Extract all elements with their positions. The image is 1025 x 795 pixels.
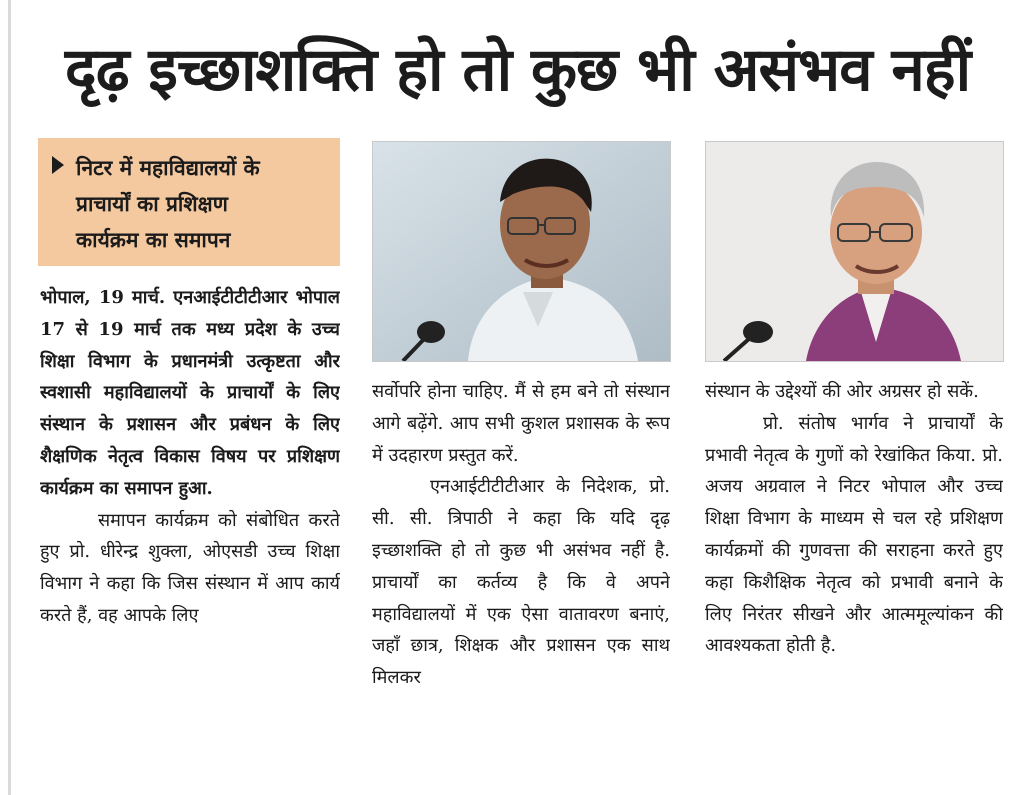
speaker-at-microphone-image <box>373 142 670 361</box>
article-paragraph: एनआईटीटीटीआर के निदेशक, प्रो. सी. सी. त्रिपाठी ने कहा कि यदि दृढ़ इच्छाशक्ति हो तो कुछ भी असंभव नहीं है. प्राचार्यों का कर्तव्य है कि वे अपने महाविद्यालयों में एक ऐसा वातावरण बनाएं, जहाँ छात्र, शिक्षक और प्रशासन एक साथ मिलकर <box>372 476 670 689</box>
speaker-in-purple-jacket-image <box>706 142 1003 361</box>
kicker-box <box>38 138 340 266</box>
article-paragraph: संस्थान के उद्देश्यों की ओर अग्रसर हो सकें. <box>705 381 979 402</box>
article-column-3 <box>705 376 1003 786</box>
triangle-bullet-icon <box>52 156 64 174</box>
article-column-1 <box>40 282 340 782</box>
article-paragraph: भोपाल, 19 मार्च. एनआईटीटीटीआर भोपाल 17 से 19 मार्च तक मध्य प्रदेश के उच्च शिक्षा विभाग के प्रधानमंत्री उत्कृष्टता और स्वशासी महाविद्यालयों के प्राचार्यों के लिए संस्थान के प्रशासन और प्रबंधन के लिए शैक्षणिक नेतृत्व विकास विषय पर प्रशिक्षण कार्यक्रम का समापन हुआ. <box>40 287 340 499</box>
speaker-photo-left <box>372 141 671 362</box>
article-column-2 <box>372 376 670 786</box>
kicker-line: प्राचार्यों का प्रशिक्षण <box>76 192 228 216</box>
page-edge-rule <box>8 0 11 795</box>
kicker-line: निटर में महाविद्यालयों के <box>76 156 260 180</box>
article-paragraph: प्रो. संतोष भार्गव ने प्राचार्यों के प्रभावी नेतृत्व के गुणों को रेखांकित किया. प्रो. अजय अग्रवाल ने निटर भोपाल और उच्च शिक्षा विभाग के माध्यम से चल रहे प्रशिक्षण कार्यक्रमों की गुणवत्ता की सराहना करते हुए कहा किशैक्षिक नेतृत्व को प्रभावी बनाने के लिए निरंतर सीखने और आत्ममूल्यांकन की आवश्यकता होती है. <box>705 412 1003 657</box>
headline: दृढ़ इच्छाशक्ति हो तो कुछ भी असंभव नहीं <box>64 35 971 105</box>
article-paragraph: सर्वोपरि होना चाहिए. मैं से हम बने तो संस्थान आगे बढ़ेंगे. आप सभी कुशल प्रशासक के रूप में उदहारण प्रस्तुत करें. <box>372 381 670 466</box>
article-paragraph: समापन कार्यक्रम को संबोधित करते हुए प्रो. धीरेन्द्र शुक्ला, ओएसडी उच्च शिक्षा विभाग ने कहा कि जिस संस्थान में आप कार्य करते हैं, वह आपके लिए <box>40 509 340 626</box>
kicker-text <box>76 150 330 258</box>
speaker-photo-right <box>705 141 1004 362</box>
kicker-line: कार्यक्रम का समापन <box>76 228 231 252</box>
